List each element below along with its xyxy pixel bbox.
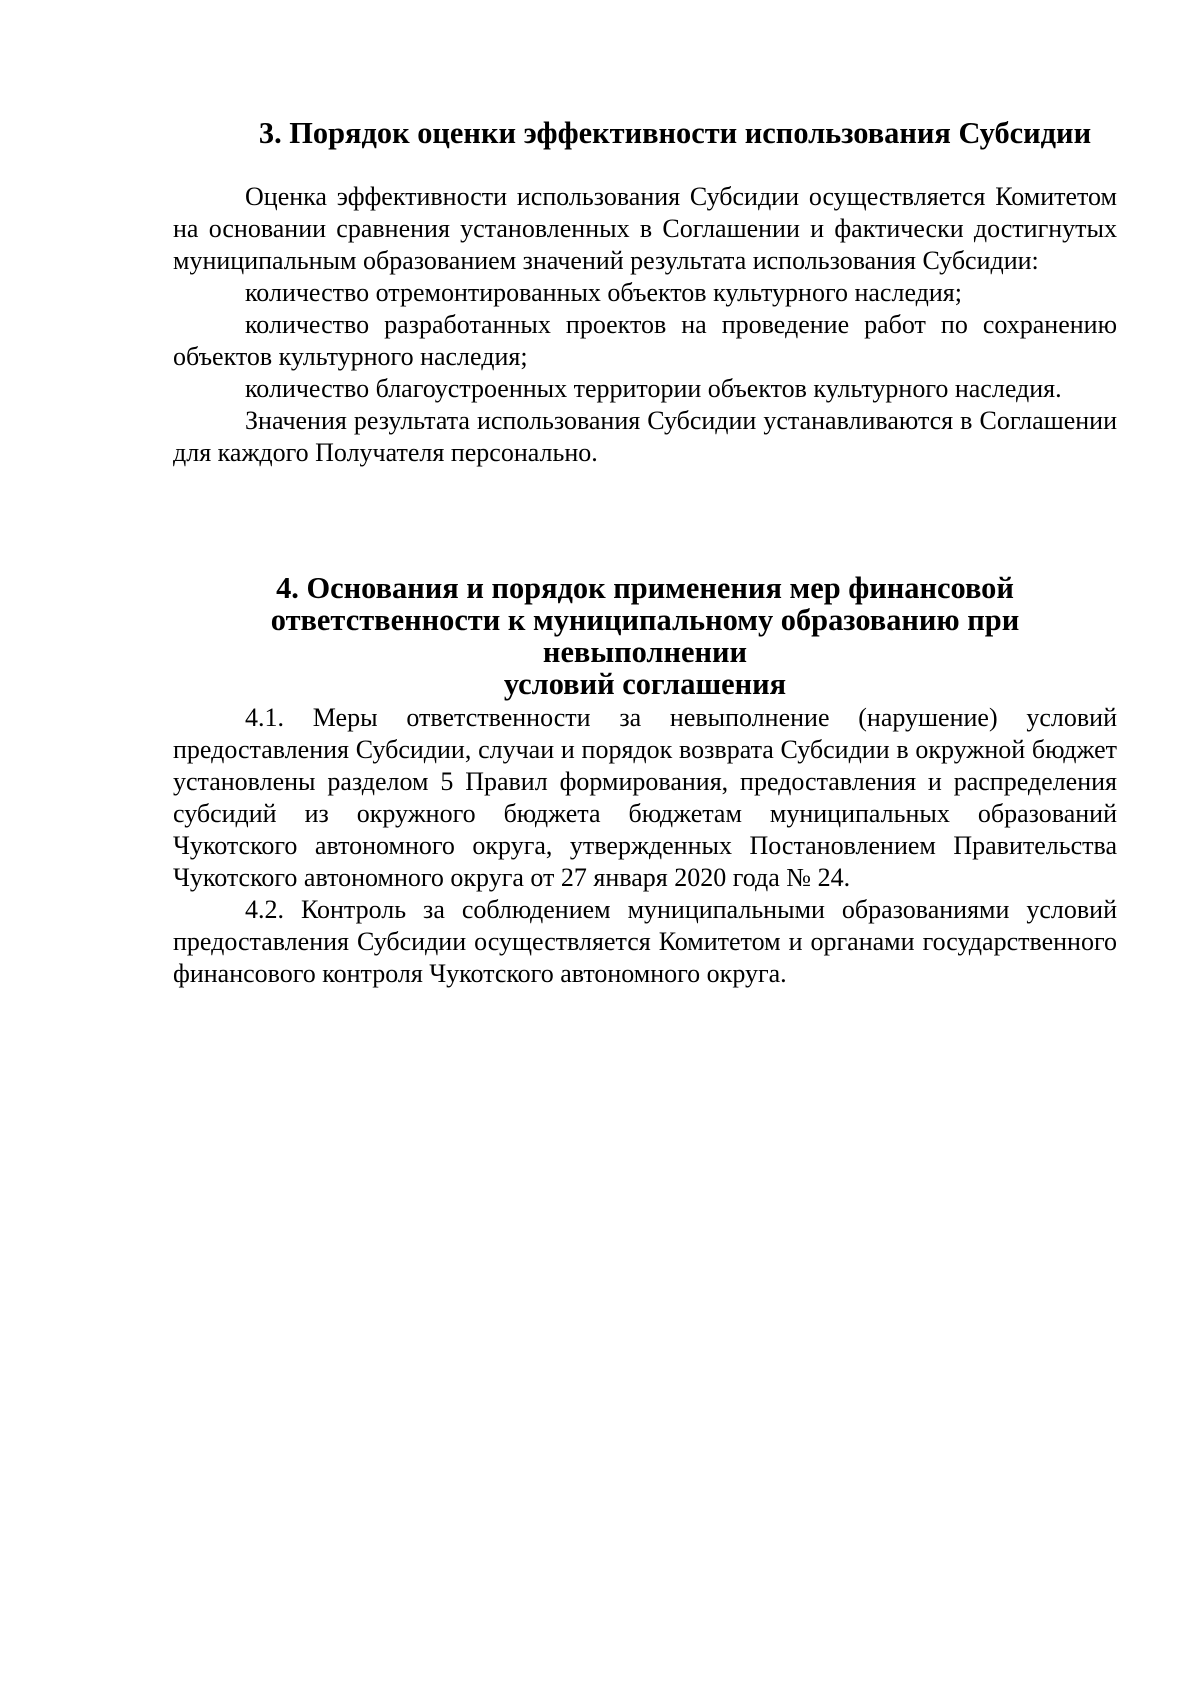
section-3-item-territories: количество благоустроенных территории объектов культурного наследия. — [245, 374, 1062, 403]
section-3-item-repaired: количество отремонтированных объектов культурного наследия; — [245, 278, 962, 307]
section-4-title — [173, 572, 1117, 700]
section-4-title-line-3: условий соглашения — [503, 667, 787, 701]
section-3-body — [173, 181, 1117, 469]
section-3-item-projects: количество разработанных проектов на проведение работ по сохранению объектов культурного наследия; — [173, 310, 1117, 371]
section-4-title-line-2: ответственности к муниципальному образованию при невыполнении — [270, 603, 1020, 669]
section-4-paragraph-4-2: 4.2. Контроль за соблюдением муниципальными образованиями условий предоставления Субсидии осуществляется Комитетом и органами государственного финансового контроля Чукотского автономного округа. — [173, 895, 1117, 988]
section-4-body — [173, 702, 1117, 990]
section-3-paragraph-values: Значения результата использования Субсидии устанавливаются в Соглашении для каждого Получателя персонально. — [173, 406, 1117, 467]
section-4-paragraph-4-1: 4.1. Меры ответственности за невыполнение (нарушение) условий предоставления Субсидии, случаи и порядок возврата Субсидии в окружной бюджет установлены разделом 5 Правил формирования, предоставления и распределения субсидий из окружного бюджета бюджетам муниципальных образований Чукотского автономного округа, утвержденных Постановлением Правительства Чукотского автономного округа от 27 января 2020 года № 24. — [173, 703, 1117, 892]
section-4-title-line-1: 4. Основания и порядок применения мер финансовой — [276, 571, 1014, 605]
section-3-title: 3. Порядок оценки эффективности использования Субсидии — [258, 116, 1092, 150]
section-3-paragraph-intro: Оценка эффективности использования Субсидии осуществляется Комитетом на основании сравнения установленных в Соглашении и фактически достигнутых муниципальным образованием значений результата использования Субсидии: — [173, 182, 1117, 275]
